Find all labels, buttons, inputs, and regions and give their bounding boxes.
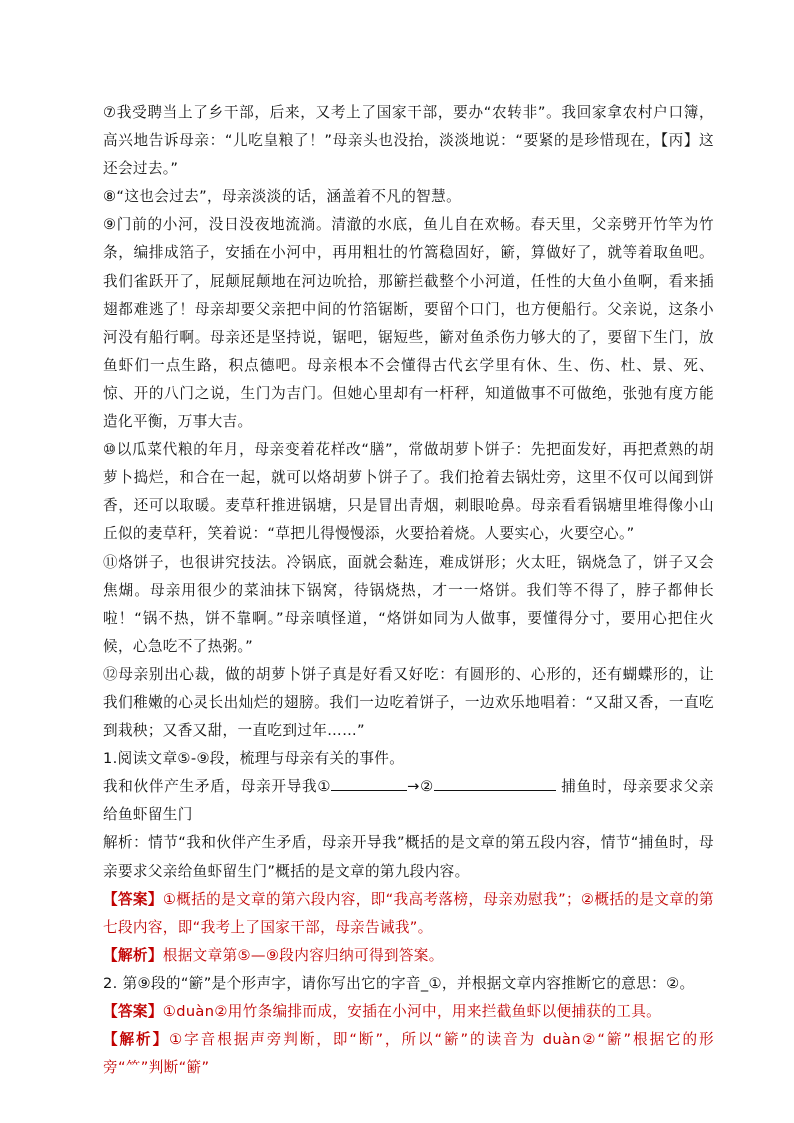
jiexi-text: 根据文章第⑤—⑨段内容归纳可得到答案。 xyxy=(162,946,444,964)
fill-line-part-a: 我和伙伴产生矛盾，母亲开导我① xyxy=(103,778,332,796)
fill-line-part-b: 捕鱼时，母亲要求父亲给鱼虾留生门 xyxy=(103,778,714,824)
paragraph-10: ⑩以瓜菜代粮的年月，母亲变着花样改“膳”，常做胡萝卜饼子：先把面发好，再把煮熟的胡萝卜捣烂，和合在一起，就可以烙胡萝卜饼子了。我们抢着去锅灶旁，这里不仅可以闻到饼香，还可以取暖。麦草秆推进锅塘，只是冒出青烟，刺眼呛鼻。母亲看看锅塘里堆得像小山丘似的麦草秆，笑着说：“草把儿得慢慢添，火要拾着烧。人要实心，火要空心。” xyxy=(103,441,714,543)
answer-tag: 【答案】 xyxy=(103,1003,163,1020)
question-1-answer xyxy=(103,886,714,942)
question-1-stem: 1.阅读文章⑤-⑨段，梳理与母亲有关的事件。 xyxy=(103,750,405,768)
question-2-answer xyxy=(103,998,714,1026)
question-1-jiexi xyxy=(103,942,714,970)
jiexi-tag: 【解析】 xyxy=(103,1031,170,1049)
answer-text: ①概括的是文章的第六段内容，即“我高考落榜，母亲劝慰我”；②概括的是文章的第七段内容，即“我考上了国家干部，母亲告诫我”。 xyxy=(103,890,714,936)
question-2-stem: 2. 第⑨段的“簖”是个形声字，请你写出它的字音_①，并根据文章内容推断它的意思：②。 xyxy=(103,974,695,992)
paragraph-7: ⑦我受聘当上了乡干部，后来，又考上了国家干部，要办“农转非”。我回家拿农村户口簿，高兴地告诉母亲：“儿吃皇粮了！”母亲头也没抬，淡淡地说：“要紧的是珍惜现在，【丙】这还会过去。” xyxy=(103,104,714,178)
answer-tag: 【答案】 xyxy=(103,890,163,908)
paragraph-9: ⑨门前的小河，没日没夜地流淌。清澈的水底，鱼儿自在欢畅。春天里，父亲劈开竹竿为竹条，编排成箔子，安插在小河中，再用粗壮的竹篙稳固好，簖，算做好了，就等着取鱼吧。我们雀跃开了，屁颠屁颠地在河边吮拾，那簖拦截整个小河道，任性的大鱼小鱼啊，看来插翅都难逃了！母亲却要父亲把中间的竹箔锯断，要留个口门，也方便船行。父亲说，这条小河没有船行啊。母亲还是坚持说，锯吧，锯短些，簖对鱼杀伤力够大的了，要留下生门，放鱼虾们一点生路，积点德吧。母亲根本不会懂得古代玄学里有休、生、伤、杜、景、死、惊、开的八门之说，生门为吉门。但她心里却有一杆秤，知道做事不可做绝，张弛有度方能造化平衡，万事大吉。 xyxy=(103,216,714,431)
question-1-fill-line xyxy=(103,773,714,829)
answer-blank-1 xyxy=(331,776,407,791)
jiexi-text: ①字音根据声旁判断，即“断”，所以“簖”的读音为 duàn②“簖”根据它的形旁“⺮”判断“簖” xyxy=(103,1031,714,1077)
paragraph-11: ⑪烙饼子，也很讲究技法。冷锅底，面就会黏连，难成饼形；火太旺，锅烧急了，饼子又会焦煳。母亲用很少的菜油抹下锅窝，待锅烧热，才一一烙饼。我们等不得了，脖子都伸长啦！“锅不热，饼不靠啊。”母亲嗔怪道，“烙饼如同为人做事，要懂得分寸，要用心把住火候，心急吃不了热粥。” xyxy=(103,553,714,655)
answer-blank-2 xyxy=(434,776,556,791)
paragraph-8: ⑧“这也会过去”，母亲淡淡的话，涵盖着不凡的智慧。 xyxy=(103,188,462,206)
paragraph-12: ⑫母亲别出心裁，做的胡萝卜饼子真是好看又好吃：有圆形的、心形的，还有蝴蝶形的，让我们稚嫩的心灵长出灿烂的翅膀。我们一边吃着饼子，一边欢乐地唱着：“又甜又香，一直吃到栽秧；又香又甜，一直吃到过年……” xyxy=(103,665,714,740)
jiexi-tag: 【解析】 xyxy=(103,946,163,964)
answer-text: ①duàn②用竹条编排而成，安插在小河中，用来拦截鱼虾以便捕获的工具。 xyxy=(162,1003,662,1020)
fill-line-arrow: →② xyxy=(407,778,434,796)
question-1-analysis: 解析：情节“我和伙伴产生矛盾，母亲开导我”概括的是文章的第五段内容，情节“捕鱼时，母亲要求父亲给鱼虾留生门”概括的是文章的第九段内容。 xyxy=(103,834,714,880)
question-2-jiexi xyxy=(103,1026,714,1082)
